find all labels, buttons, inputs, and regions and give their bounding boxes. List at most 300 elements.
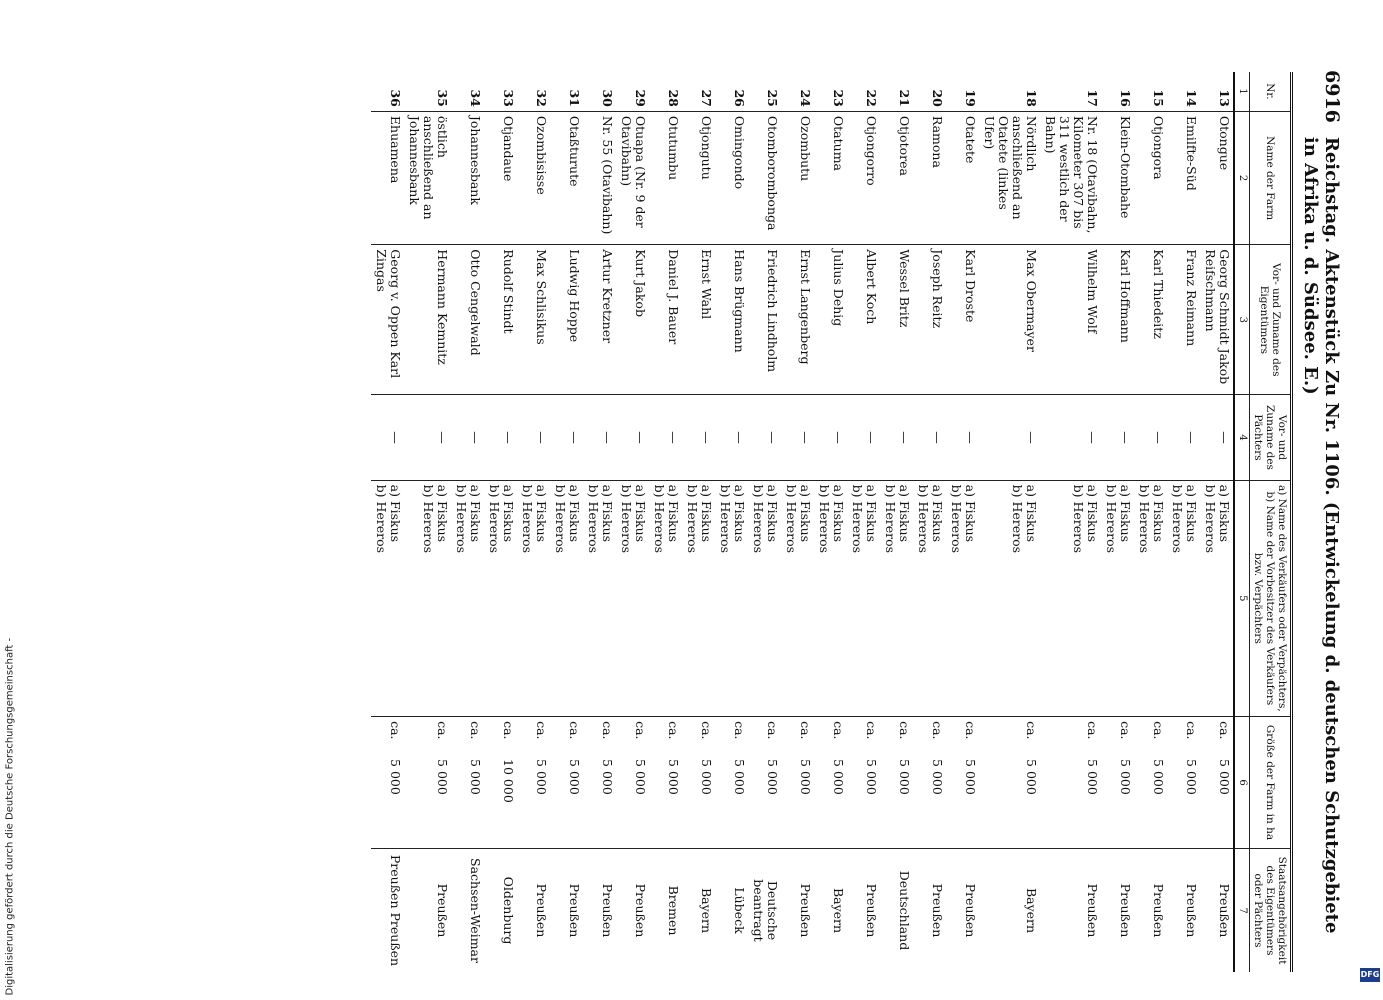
farm-size-cell xyxy=(1101,717,1134,849)
owner-name: Max Schlisikus xyxy=(517,245,550,395)
seller-a: a) Fiskus xyxy=(1184,484,1199,543)
seller-cell xyxy=(1040,480,1101,716)
column-header-seller: a) Name des Verkäufers oder Verpächters, b) Name der Vorbesitzer des Verkäufers bzw. Verpächters xyxy=(1250,480,1292,716)
seller-b: b) Hereros xyxy=(454,484,469,554)
row-number: 24 xyxy=(798,89,813,107)
seller-a: a) Fiskus xyxy=(567,484,582,543)
seller-b: b) Hereros xyxy=(1170,484,1185,554)
seller-b: b) Hereros xyxy=(1010,484,1025,554)
tenant-name: — xyxy=(1200,395,1234,480)
seller-a: a) Fiskus xyxy=(699,484,714,543)
owner-name: Karl Thiedeitz xyxy=(1134,245,1167,395)
row-number: 22 xyxy=(864,89,879,107)
nationality: Preußen xyxy=(847,849,880,973)
seller-cell xyxy=(1167,480,1200,716)
tenant-name: — xyxy=(1040,395,1101,480)
farm-size: 5 000 xyxy=(633,759,648,795)
table-row xyxy=(1200,72,1234,972)
owner-name: Hermann Kemnitz xyxy=(404,245,451,395)
column-header-row xyxy=(1250,72,1292,972)
nationality: Preußen xyxy=(1200,849,1234,973)
seller-a: a) Fiskus xyxy=(633,484,648,543)
table-row xyxy=(715,72,748,972)
farm-name: Otjotorea xyxy=(880,111,913,244)
farm-name: Omingondo xyxy=(715,111,748,244)
column-header-state: Staatsangehörigkeit des Eigentümers oder Pächters xyxy=(1250,849,1292,973)
seller-b: b) Hereros xyxy=(553,484,568,554)
table-row xyxy=(583,72,616,972)
row-number: 34 xyxy=(468,89,483,107)
table-row xyxy=(781,72,814,972)
seller-b: b) Hereros xyxy=(751,484,766,554)
row-number: 35 xyxy=(435,89,450,107)
farm-size-cell xyxy=(1134,717,1167,849)
farm-size: 5 000 xyxy=(864,759,879,795)
size-approx: ca. xyxy=(1217,721,1232,740)
seller-cell xyxy=(913,480,946,716)
owner-name: Ludwig Hoppe xyxy=(550,245,583,395)
farm-size: 5 000 xyxy=(567,759,582,795)
seller-cell xyxy=(484,480,517,716)
size-approx: ca. xyxy=(501,721,516,740)
owner-name: Wessel Britz xyxy=(880,245,913,395)
farm-name: östlich anschließend an Johannesbank xyxy=(404,111,451,244)
owner-name: Ernst Wahl xyxy=(682,245,715,395)
farm-size-cell xyxy=(913,717,946,849)
farm-size: 5 000 xyxy=(930,759,945,795)
seller-b: b) Hereros xyxy=(1137,484,1152,554)
seller-a: a) Fiskus xyxy=(897,484,912,543)
nationality: Preußen xyxy=(583,849,616,973)
row-number: 25 xyxy=(765,89,780,107)
row-number: 26 xyxy=(732,89,747,107)
farm-size: 5 000 xyxy=(732,759,747,795)
owner-name: Karl Hoffmann xyxy=(1101,245,1134,395)
tenant-name: — xyxy=(946,395,979,480)
row-number: 19 xyxy=(963,89,978,107)
table-row xyxy=(649,72,682,972)
farm-size-cell xyxy=(682,717,715,849)
farm-size: 5 000 xyxy=(600,759,615,795)
farm-name: Otomborombonga xyxy=(748,111,781,244)
seller-cell xyxy=(649,480,682,716)
row-number: 23 xyxy=(831,89,846,107)
owner-name: Otto Cengelwald xyxy=(451,245,484,395)
row-number: 16 xyxy=(1118,89,1133,107)
row-number: 15 xyxy=(1151,89,1166,107)
tenant-name: — xyxy=(550,395,583,480)
nationality: Bayern xyxy=(814,849,847,973)
seller-a: a) Fiskus xyxy=(963,484,978,543)
farm-name: Otjongorro xyxy=(847,111,880,244)
tenant-name: — xyxy=(979,395,1040,480)
seller-cell xyxy=(682,480,715,716)
tenant-name: — xyxy=(880,395,913,480)
owner-name: Rudolf Stindt xyxy=(484,245,517,395)
table-row xyxy=(814,72,847,972)
page-title: Reichstag. Aktenstück Zu Nr. 1106. (Entwickelung d. deutschen Schutzgebiete in Afrika u. d. Südsee. E.) xyxy=(1300,136,1342,934)
farm-name: Nördlich anschließend an Otatete (linkes Ufer) xyxy=(979,111,1040,244)
row-number: 29 xyxy=(633,89,648,107)
table-row xyxy=(371,72,404,972)
size-approx: ca. xyxy=(831,721,846,740)
farm-register-table xyxy=(371,72,1293,972)
seller-cell xyxy=(1134,480,1167,716)
row-number: 20 xyxy=(930,89,945,107)
owner-name: Hans Brügmann xyxy=(715,245,748,395)
size-approx: ca. xyxy=(699,721,714,740)
seller-a: a) Fiskus xyxy=(1217,484,1232,543)
nationality: Preußen xyxy=(946,849,979,973)
seller-cell xyxy=(847,480,880,716)
seller-a: a) Fiskus xyxy=(864,484,879,543)
seller-b: b) Hereros xyxy=(1203,484,1218,554)
seller-cell xyxy=(814,480,847,716)
farm-size: 5 000 xyxy=(699,759,714,795)
dfg-logo: DFG xyxy=(1360,968,1380,982)
tenant-name: — xyxy=(451,395,484,480)
farm-size-cell xyxy=(517,717,550,849)
owner-name: Kurt Jakob xyxy=(616,245,649,395)
nationality: Preußen xyxy=(913,849,946,973)
column-header-owner: Vor- und Zuname des Eigentümers xyxy=(1250,245,1292,395)
size-approx: ca. xyxy=(798,721,813,740)
farm-size: 5 000 xyxy=(831,759,846,795)
farm-size: 5 000 xyxy=(798,759,813,795)
row-number: 32 xyxy=(534,89,549,107)
farm-size: 5 000 xyxy=(534,759,549,795)
seller-b: b) Hereros xyxy=(949,484,964,554)
table-row xyxy=(484,72,517,972)
farm-size-cell xyxy=(550,717,583,849)
farm-size: 5 000 xyxy=(388,759,403,795)
farm-size: 5 000 xyxy=(1184,759,1199,795)
size-approx: ca. xyxy=(600,721,615,740)
farm-size-cell xyxy=(946,717,979,849)
row-number: 18 xyxy=(1024,89,1039,107)
seller-cell xyxy=(880,480,913,716)
nationality: Bayern xyxy=(682,849,715,973)
table-row xyxy=(979,72,1040,972)
tenant-name: — xyxy=(682,395,715,480)
seller-a: a) Fiskus xyxy=(798,484,813,543)
seller-b: b) Hereros xyxy=(685,484,700,554)
seller-cell xyxy=(404,480,451,716)
farm-size-cell xyxy=(371,717,404,849)
farm-size-cell xyxy=(979,717,1040,849)
owner-name: Ernst Langenberg xyxy=(781,245,814,395)
farm-name: Nr. 55 (Otavibahn) xyxy=(583,111,616,244)
column-header-farm: Name der Farm xyxy=(1250,111,1292,244)
page-header xyxy=(1300,70,1343,950)
seller-b: b) Hereros xyxy=(421,484,436,554)
nationality: Preußen xyxy=(616,849,649,973)
seller-b: b) Hereros xyxy=(520,484,535,554)
seller-b: b) Hereros xyxy=(1104,484,1119,554)
row-number: 28 xyxy=(666,89,681,107)
farm-size: 5 000 xyxy=(1151,759,1166,795)
farm-size: 5 000 xyxy=(765,759,780,795)
farm-size-cell xyxy=(649,717,682,849)
tenant-name: — xyxy=(1134,395,1167,480)
seller-b: b) Hereros xyxy=(1071,484,1086,554)
column-number: 1 xyxy=(1234,72,1250,111)
farm-name: Klein-Otombahe xyxy=(1101,111,1134,244)
size-approx: ca. xyxy=(963,721,978,740)
owner-name: Albert Koch xyxy=(847,245,880,395)
farm-name: Johannesbank xyxy=(451,111,484,244)
seller-cell xyxy=(715,480,748,716)
farm-size-cell xyxy=(451,717,484,849)
tenant-name: — xyxy=(913,395,946,480)
farm-size: 5 000 xyxy=(1118,759,1133,795)
farm-name: Nr. 18 (Otavibahn, Kilometer 307 bis 311 westlich der Bahn) xyxy=(1040,111,1101,244)
farm-size: 5 000 xyxy=(1085,759,1100,795)
tenant-name: — xyxy=(748,395,781,480)
table-body xyxy=(371,72,1234,972)
owner-name: Friedrich Lindholm xyxy=(748,245,781,395)
column-number: 7 xyxy=(1234,849,1250,973)
seller-cell xyxy=(979,480,1040,716)
farm-size-cell xyxy=(814,717,847,849)
farm-name: Ozombisisse xyxy=(517,111,550,244)
seller-a: a) Fiskus xyxy=(501,484,516,543)
column-header-nr: Nr. xyxy=(1250,72,1292,111)
size-approx: ca. xyxy=(1118,721,1133,740)
nationality: Bremen xyxy=(649,849,682,973)
farm-name: Otuapa (Nr. 9 der Otavibahn) xyxy=(616,111,649,244)
table-row xyxy=(404,72,451,972)
size-approx: ca. xyxy=(1184,721,1199,740)
seller-b: b) Hereros xyxy=(586,484,601,554)
seller-a: a) Fiskus xyxy=(831,484,846,543)
farm-size: 5 000 xyxy=(666,759,681,795)
table-row xyxy=(451,72,484,972)
column-number: 5 xyxy=(1234,480,1250,716)
size-approx: ca. xyxy=(864,721,879,740)
row-number: 33 xyxy=(501,89,516,107)
seller-b: b) Hereros xyxy=(374,484,389,554)
row-number: 14 xyxy=(1184,89,1199,107)
nationality: Preußen xyxy=(781,849,814,973)
nationality: Lübeck xyxy=(715,849,748,973)
farm-size: 5 000 xyxy=(1217,759,1232,795)
seller-cell xyxy=(371,480,404,716)
seller-a: a) Fiskus xyxy=(468,484,483,543)
seller-a: a) Fiskus xyxy=(1024,484,1039,543)
seller-cell xyxy=(583,480,616,716)
farm-size: 5 000 xyxy=(963,759,978,795)
owner-name: Daniel J. Bauer xyxy=(649,245,682,395)
column-header-size: Größe der Farm in ha xyxy=(1250,717,1292,849)
tenant-name: — xyxy=(517,395,550,480)
farm-size-cell xyxy=(880,717,913,849)
farm-name: Otatete xyxy=(946,111,979,244)
owner-name: Artur Kretzner xyxy=(583,245,616,395)
table-row xyxy=(1101,72,1134,972)
nationality: Preußen xyxy=(517,849,550,973)
table-row xyxy=(913,72,946,972)
nationality: Deutschland xyxy=(880,849,913,973)
seller-b: b) Hereros xyxy=(883,484,898,554)
farm-size: 5 000 xyxy=(1024,759,1039,795)
seller-a: a) Fiskus xyxy=(600,484,615,543)
seller-cell xyxy=(1200,480,1234,716)
farm-size: 5 000 xyxy=(468,759,483,795)
size-approx: ca. xyxy=(1085,721,1100,740)
size-approx: ca. xyxy=(534,721,549,740)
seller-a: a) Fiskus xyxy=(765,484,780,543)
seller-a: a) Fiskus xyxy=(534,484,549,543)
digitization-credit: Digitalisierung gefördert durch die Deutsche Forschungsgemeinschaft - xyxy=(4,637,16,996)
tenant-name: — xyxy=(649,395,682,480)
seller-cell xyxy=(517,480,550,716)
seller-a: a) Fiskus xyxy=(388,484,403,543)
farm-size-cell xyxy=(781,717,814,849)
farm-size: 5 000 xyxy=(435,759,450,795)
farm-name: Otaßturute xyxy=(550,111,583,244)
owner-name: Karl Droste xyxy=(946,245,979,395)
farm-name: Ramona xyxy=(913,111,946,244)
size-approx: ca. xyxy=(732,721,747,740)
seller-a: a) Fiskus xyxy=(732,484,747,543)
row-number: 13 xyxy=(1217,89,1232,107)
table-row xyxy=(748,72,781,972)
seller-a: a) Fiskus xyxy=(930,484,945,543)
seller-cell xyxy=(550,480,583,716)
size-approx: ca. xyxy=(666,721,681,740)
seller-a: a) Fiskus xyxy=(1085,484,1100,543)
row-number: 27 xyxy=(699,89,714,107)
farm-size-cell xyxy=(616,717,649,849)
column-number: 2 xyxy=(1234,111,1250,244)
table-row xyxy=(517,72,550,972)
tenant-name: — xyxy=(484,395,517,480)
row-number: 36 xyxy=(388,89,403,107)
seller-a: a) Fiskus xyxy=(435,484,450,543)
farm-name: Otatuma xyxy=(814,111,847,244)
column-number: 6 xyxy=(1234,717,1250,849)
size-approx: ca. xyxy=(468,721,483,740)
tenant-name: — xyxy=(781,395,814,480)
nationality: Preußen xyxy=(1040,849,1101,973)
row-number: 21 xyxy=(897,89,912,107)
nationality: Preußen xyxy=(1134,849,1167,973)
farm-size-cell xyxy=(484,717,517,849)
farm-size-cell xyxy=(847,717,880,849)
table-row xyxy=(1134,72,1167,972)
tenant-name: — xyxy=(847,395,880,480)
tenant-name: — xyxy=(715,395,748,480)
nationality: Bayern xyxy=(979,849,1040,973)
farm-name: Otjandaue xyxy=(484,111,517,244)
table-row xyxy=(847,72,880,972)
farm-name: Otongue xyxy=(1200,111,1234,244)
farm-size: 10 000 xyxy=(501,759,516,803)
seller-cell xyxy=(1101,480,1134,716)
seller-cell xyxy=(616,480,649,716)
owner-name: Julius Dehig xyxy=(814,245,847,395)
table-row xyxy=(682,72,715,972)
owner-name: Georg v. Oppen Karl Zingas xyxy=(371,245,404,395)
seller-b: b) Hereros xyxy=(916,484,931,554)
tenant-name: — xyxy=(371,395,404,480)
tenant-name: — xyxy=(814,395,847,480)
tenant-name: — xyxy=(1167,395,1200,480)
table-row xyxy=(616,72,649,972)
owner-name: Georg Schmidt Jakob Reifschmann xyxy=(1200,245,1234,395)
farm-name: Ozombutu xyxy=(781,111,814,244)
farm-size-cell xyxy=(748,717,781,849)
size-approx: ca. xyxy=(1151,721,1166,740)
tenant-name: — xyxy=(1101,395,1134,480)
nationality: Preußen xyxy=(404,849,451,973)
seller-b: b) Hereros xyxy=(817,484,832,554)
seller-a: a) Fiskus xyxy=(666,484,681,543)
nationality: Deutsche beantragt xyxy=(748,849,781,973)
farm-name: Emilfte-Süd xyxy=(1167,111,1200,244)
seller-b: b) Hereros xyxy=(718,484,733,554)
column-number-row xyxy=(1234,72,1250,972)
table-row xyxy=(1040,72,1101,972)
row-number: 17 xyxy=(1085,89,1100,107)
size-approx: ca. xyxy=(567,721,582,740)
seller-b: b) Hereros xyxy=(487,484,502,554)
owner-name: Wilhelm Wolf xyxy=(1040,245,1101,395)
seller-b: b) Hereros xyxy=(850,484,865,554)
seller-b: b) Hereros xyxy=(784,484,799,554)
farm-size-cell xyxy=(583,717,616,849)
farm-name: Otutumbu xyxy=(649,111,682,244)
column-number: 4 xyxy=(1234,395,1250,480)
farm-size: 5 000 xyxy=(897,759,912,795)
tenant-name: — xyxy=(583,395,616,480)
farm-size-cell xyxy=(1200,717,1234,849)
nationality: Oldenburg xyxy=(484,849,517,973)
size-approx: ca. xyxy=(1024,721,1039,740)
nationality: Preußen xyxy=(550,849,583,973)
row-number: 30 xyxy=(600,89,615,107)
seller-cell xyxy=(946,480,979,716)
farm-name: Otjongora xyxy=(1134,111,1167,244)
table-row xyxy=(1167,72,1200,972)
farm-size-cell xyxy=(1040,717,1101,849)
column-header-tenant: Vor- und Zuname des Pächters xyxy=(1250,395,1292,480)
seller-a: a) Fiskus xyxy=(1118,484,1133,543)
size-approx: ca. xyxy=(897,721,912,740)
size-approx: ca. xyxy=(930,721,945,740)
row-number: 31 xyxy=(567,89,582,107)
farm-size-cell xyxy=(1167,717,1200,849)
owner-name: Joseph Reitz xyxy=(913,245,946,395)
size-approx: ca. xyxy=(633,721,648,740)
page-number: 6916 xyxy=(1321,70,1343,123)
farm-size-cell xyxy=(404,717,451,849)
table-row xyxy=(946,72,979,972)
seller-b: b) Hereros xyxy=(652,484,667,554)
size-approx: ca. xyxy=(765,721,780,740)
seller-cell xyxy=(781,480,814,716)
column-number: 3 xyxy=(1234,245,1250,395)
seller-b: b) Hereros xyxy=(619,484,634,554)
nationality: Preußen xyxy=(1101,849,1134,973)
owner-name: Max Obermayer xyxy=(979,245,1040,395)
tenant-name: — xyxy=(404,395,451,480)
nationality: Sachsen-Weimar xyxy=(451,849,484,973)
owner-name: Franz Reimann xyxy=(1167,245,1200,395)
table-row xyxy=(550,72,583,972)
table-row xyxy=(880,72,913,972)
